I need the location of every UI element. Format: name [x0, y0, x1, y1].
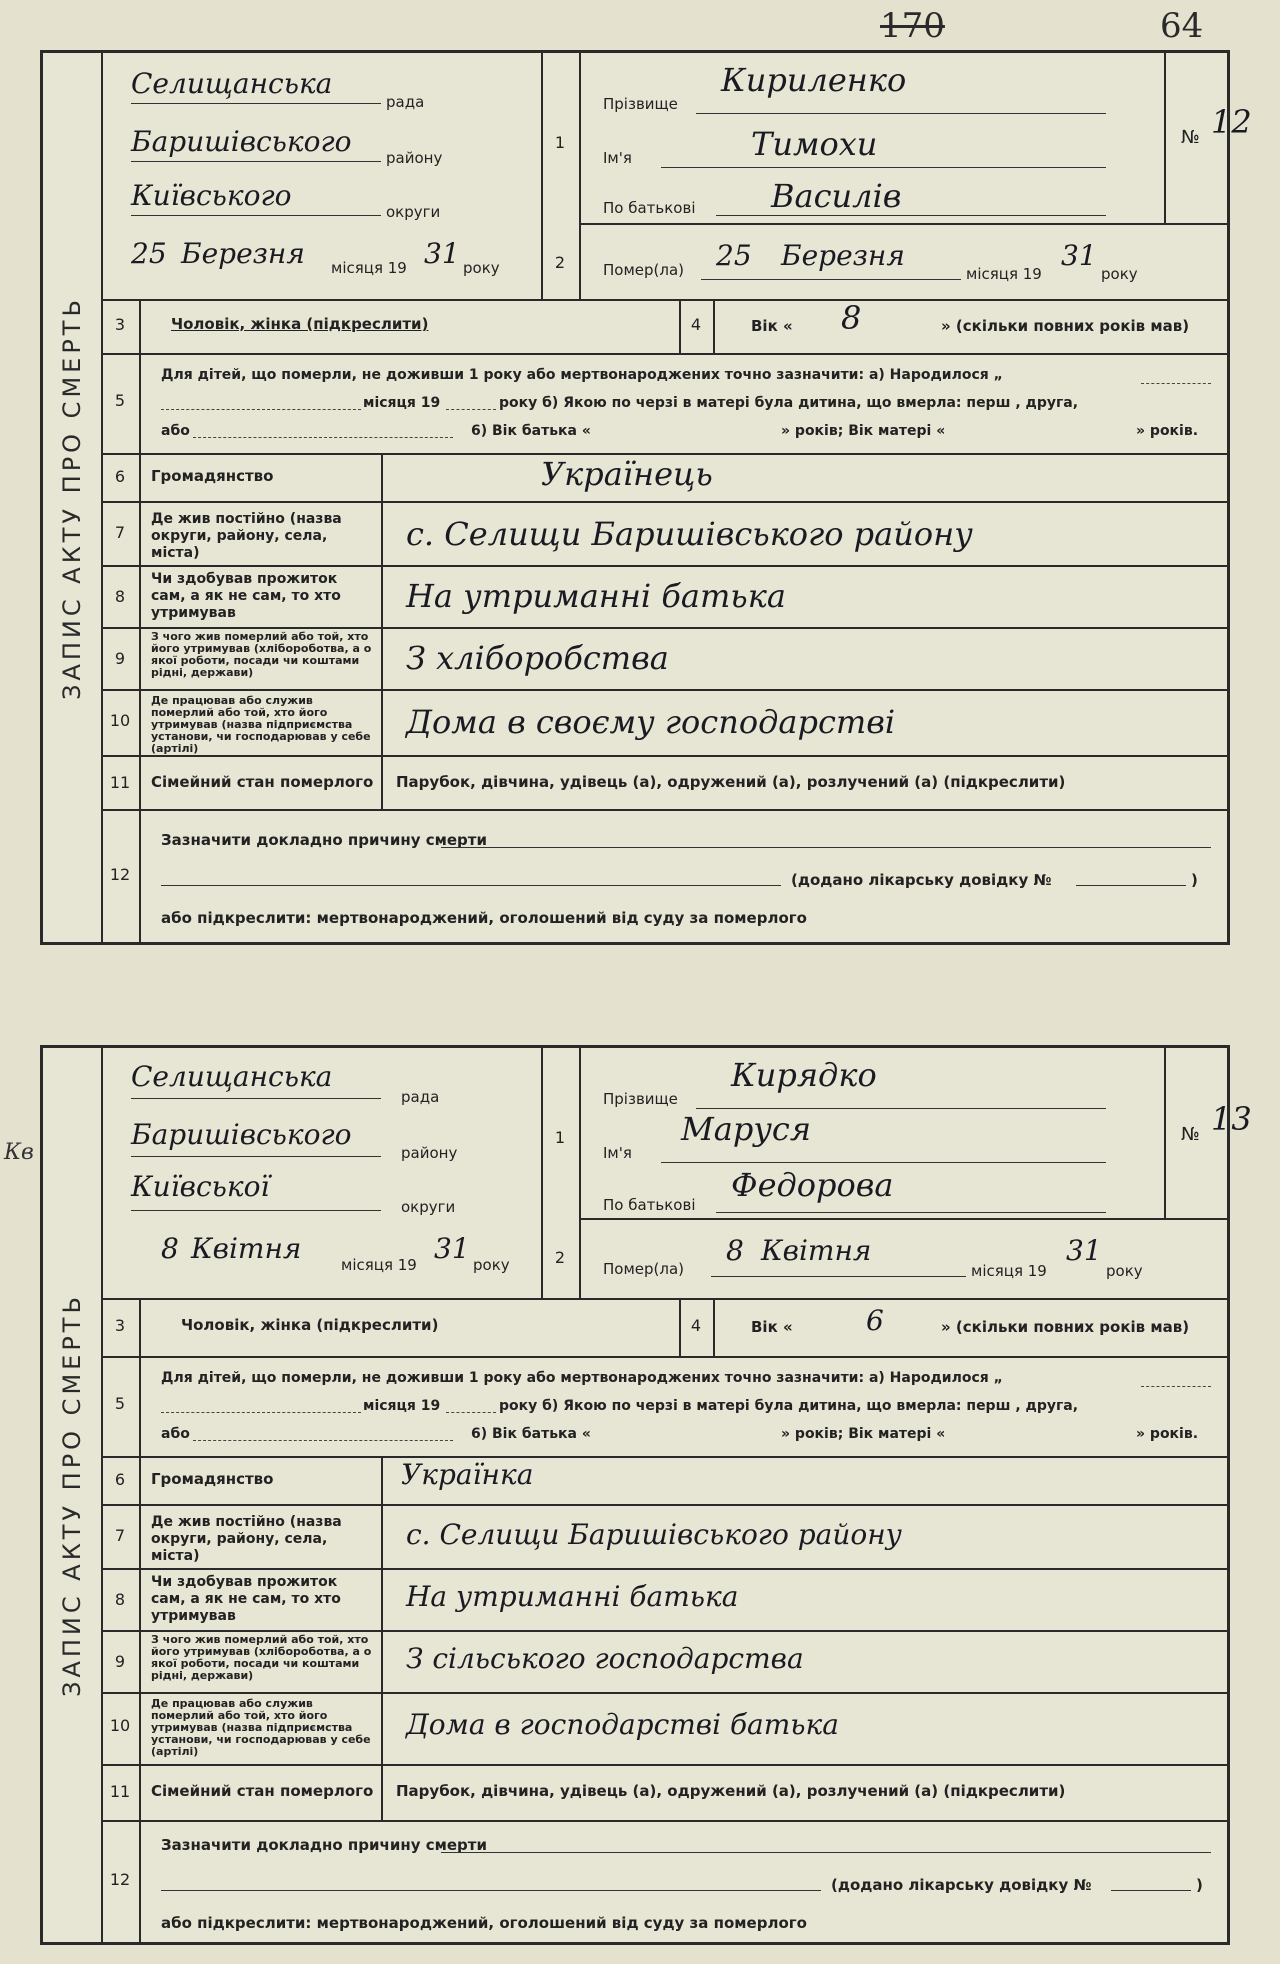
- row-num-1: 1: [554, 1128, 566, 1147]
- livelihood-value: На утриманні батька: [406, 577, 786, 615]
- workplace-label: Де працював або служив померлий або той, хто його утримував (назва підприємства установи, чи господарював у себе (артілі): [151, 694, 371, 755]
- row-num-2: 2: [554, 1248, 566, 1267]
- age-label: Вік «: [751, 1318, 793, 1336]
- marital-options: Парубок, дівчина, удівець (а), одружений (а), розлучений (а) (підкреслити): [396, 773, 1066, 791]
- died-label: Помер(ла): [603, 261, 685, 279]
- name-label: Ім'я: [603, 149, 632, 167]
- row-num-3: 3: [114, 315, 126, 334]
- record-body: [101, 1048, 1252, 1942]
- workplace-value: Дома в господарстві батька: [406, 1708, 839, 1741]
- council-label: рада: [401, 1088, 440, 1106]
- council-value: Селищанська: [131, 67, 333, 100]
- residence-value: с. Селищи Баришівського району: [406, 515, 973, 553]
- age-note: » (скільки повних років мав): [941, 1318, 1190, 1336]
- patronymic-label: По батькові: [603, 199, 696, 217]
- marital-row: [101, 755, 1227, 811]
- citizenship-value: Українець: [541, 455, 713, 493]
- children-line-3a: або: [161, 423, 190, 439]
- reg-year: 31: [434, 1232, 470, 1265]
- sex-label: Чоловік, жінка (підкреслити): [171, 315, 429, 333]
- residence-row: [101, 501, 1227, 567]
- name-label: Ім'я: [603, 1144, 632, 1162]
- children-line-3d: » років.: [1136, 423, 1199, 439]
- reg-day: 25: [131, 237, 167, 270]
- header-block: [101, 1048, 1252, 1300]
- cause-alt: або підкреслити: мертвонароджений, оголошений від суду за померлого: [161, 1914, 807, 1932]
- okrug-label: округи: [386, 203, 441, 221]
- workplace-label: Де працював або служив померлий або той, хто його утримував (назва підприємства установи, чи господарював у себе (артілі): [151, 1697, 371, 1758]
- record-number: 13: [1211, 1100, 1252, 1138]
- marital-label: Сімейний стан померлого: [151, 773, 374, 791]
- citizenship-row: [101, 1456, 1227, 1506]
- record-body: [101, 53, 1252, 942]
- sex-label: Чоловік, жінка (підкреслити): [181, 1316, 439, 1334]
- row-num-2: 2: [554, 253, 566, 272]
- reg-year: 31: [424, 237, 460, 270]
- row-num-9: 9: [114, 1652, 126, 1671]
- livelihood-value: На утриманні батька: [406, 1580, 739, 1613]
- surname-value: Кириленко: [721, 61, 907, 99]
- residence-label: Де жив постійно (назва округи, району, села, міста): [151, 1514, 342, 1564]
- reg-month: Березня: [181, 237, 305, 270]
- children-line-1: Для дітей, що померли, не доживши 1 року або мертвонароджених точно зазначити: а) Народилося „: [161, 367, 1003, 383]
- livelihood-label: Чи здобував прожиток сам, а як не сам, то хто утримував: [151, 1574, 341, 1624]
- workplace-value: Дома в своєму господарстві: [406, 703, 896, 741]
- children-row: [101, 353, 1227, 455]
- children-line-3c: » років; Вік матері «: [781, 423, 946, 439]
- margin-note: Кв: [4, 1140, 34, 1165]
- source-value: З хліборобства: [406, 639, 669, 677]
- death-month: Березня: [781, 239, 905, 272]
- workplace-row: [101, 689, 1227, 757]
- death-month: Квітня: [761, 1234, 872, 1267]
- death-month-label: місяця 19: [971, 1262, 1047, 1280]
- children-line-2: місяця 19: [363, 1398, 441, 1414]
- row-num-11: 11: [109, 1782, 131, 1801]
- crossed-page-number: 170: [880, 6, 945, 46]
- row-num-12: 12: [109, 1870, 131, 1889]
- row-num-7: 7: [114, 1526, 126, 1545]
- page-number: 64: [1160, 6, 1204, 46]
- registry-place: [101, 53, 541, 299]
- death-record-2: [40, 1045, 1252, 1945]
- citizenship-label: Громадянство: [151, 1470, 274, 1488]
- patronymic-value: Василів: [771, 177, 902, 215]
- age-note: » (скільки повних років мав): [941, 317, 1190, 335]
- row-num-8: 8: [114, 1590, 126, 1609]
- row-num-5: 5: [114, 1394, 126, 1413]
- row-num-7: 7: [114, 523, 126, 542]
- surname-label: Прізвище: [603, 1090, 678, 1108]
- source-row: [101, 1630, 1227, 1694]
- cause-close: ): [1191, 871, 1198, 889]
- source-value: З сільського господарства: [406, 1642, 804, 1675]
- record-side-title: ЗАПИС АКТУ ПРО СМЕРТЬ: [43, 53, 103, 942]
- children-line-3b: 6) Вік батька «: [471, 1426, 591, 1442]
- marital-options: Парубок, дівчина, удівець (а), одружений (а), розлучений (а) (підкреслити): [396, 1782, 1066, 1800]
- row-num-6: 6: [114, 1470, 126, 1489]
- row-num-9: 9: [114, 649, 126, 668]
- row-num-8: 8: [114, 587, 126, 606]
- number-label: №: [1181, 1124, 1200, 1145]
- number-label: №: [1181, 127, 1200, 148]
- sex-age-row: [101, 1298, 1227, 1358]
- surname-label: Прізвище: [603, 95, 678, 113]
- children-line-3c: » років; Вік матері «: [781, 1426, 946, 1442]
- children-line-3b: 6) Вік батька «: [471, 423, 591, 439]
- children-line-2b: року б) Якою по черзі в матері була дитина, що вмерла: перш , друга,: [499, 1398, 1079, 1414]
- death-day: 8: [726, 1234, 744, 1267]
- death-year: 31: [1066, 1234, 1102, 1267]
- livelihood-row: [101, 565, 1227, 629]
- row-num-3: 3: [114, 1316, 126, 1335]
- source-row: [101, 627, 1227, 691]
- record-number: 12: [1211, 103, 1252, 141]
- death-day: 25: [716, 239, 752, 272]
- row-num-1: 1: [554, 133, 566, 152]
- children-line-3a: або: [161, 1426, 190, 1442]
- cause-note: (додано лікарську довідку №: [831, 1876, 1092, 1894]
- council-label: рада: [386, 93, 425, 111]
- district-label: району: [401, 1144, 458, 1162]
- okrug-label: округи: [401, 1198, 456, 1216]
- cause-close: ): [1196, 1876, 1203, 1894]
- row-num-4: 4: [690, 1316, 702, 1335]
- residence-value: с. Селищи Баришівського району: [406, 1518, 902, 1551]
- age-label: Вік «: [751, 317, 793, 335]
- death-record-1: [40, 50, 1252, 945]
- citizenship-row: [101, 453, 1227, 503]
- reg-year-label: року: [473, 1256, 510, 1274]
- children-line-1: Для дітей, що померли, не доживши 1 року або мертвонароджених точно зазначити: а) Народилося „: [161, 1370, 1003, 1386]
- name-value: Маруся: [681, 1110, 811, 1148]
- surname-value: Кирядко: [731, 1056, 877, 1094]
- reg-month: Квітня: [191, 1232, 302, 1265]
- reg-year-label: року: [463, 259, 500, 277]
- row-num-12: 12: [109, 865, 131, 884]
- children-line-3d: » років.: [1136, 1426, 1199, 1442]
- death-month-label: місяця 19: [966, 265, 1042, 283]
- death-year-label: року: [1106, 1262, 1143, 1280]
- council-value: Селищанська: [131, 1060, 333, 1093]
- residence-row: [101, 1504, 1227, 1570]
- district-value: Баришівського: [131, 125, 352, 158]
- died-label: Помер(ла): [603, 1260, 685, 1278]
- citizenship-label: Громадянство: [151, 467, 274, 485]
- death-year-label: року: [1101, 265, 1138, 283]
- row-num-5: 5: [114, 391, 126, 410]
- cause-alt: або підкреслити: мертвонароджений, оголошений від суду за померлого: [161, 909, 807, 927]
- reg-month-label: місяця 19: [341, 1256, 417, 1274]
- row-num-6: 6: [114, 467, 126, 486]
- cause-row: [101, 1820, 1227, 1942]
- marital-label: Сімейний стан померлого: [151, 1782, 374, 1800]
- okrug-value: Київської: [131, 1170, 270, 1203]
- cause-label: Зазначити докладно причину смерти: [161, 1836, 487, 1854]
- district-label: району: [386, 149, 443, 167]
- patronymic-value: Федорова: [731, 1166, 894, 1204]
- reg-month-label: місяця 19: [331, 259, 407, 277]
- row-num-10: 10: [109, 1716, 131, 1735]
- sex-age-row: [101, 299, 1227, 355]
- livelihood-label: Чи здобував прожиток сам, а як не сам, то хто утримував: [151, 571, 341, 621]
- residence-label: Де жив постійно (назва округи, району, села, міста): [151, 511, 342, 561]
- source-label: З чого жив померлий або той, хто його утримував (хлібороботва, а о якої роботи, посади чи коштами рідні, держави): [151, 630, 372, 679]
- patronymic-label: По батькові: [603, 1196, 696, 1214]
- source-label: З чого жив померлий або той, хто його утримував (хлібороботва, а о якої роботи, посади чи коштами рідні, держави): [151, 1633, 372, 1682]
- age-value: 6: [866, 1304, 884, 1337]
- record-side-title: ЗАПИС АКТУ ПРО СМЕРТЬ: [43, 1048, 103, 1942]
- name-value: Тимохи: [751, 125, 878, 163]
- age-value: 8: [841, 299, 862, 337]
- district-value: Баришівського: [131, 1118, 352, 1151]
- children-line-2b: року б) Якою по черзі в матері була дитина, що вмерла: перш , друга,: [499, 395, 1079, 411]
- citizenship-value: Українка: [401, 1458, 534, 1491]
- okrug-value: Київського: [131, 179, 292, 212]
- death-year: 31: [1061, 239, 1097, 272]
- children-row: [101, 1356, 1227, 1458]
- marital-row: [101, 1764, 1227, 1822]
- cause-note: (додано лікарську довідку №: [791, 871, 1052, 889]
- children-line-2: місяця 19: [363, 395, 441, 411]
- reg-day: 8: [161, 1232, 179, 1265]
- row-num-4: 4: [690, 315, 702, 334]
- row-num-10: 10: [109, 711, 131, 730]
- cause-label: Зазначити докладно причину смерти: [161, 831, 487, 849]
- livelihood-row: [101, 1568, 1227, 1632]
- workplace-row: [101, 1692, 1227, 1766]
- cause-row: [101, 809, 1227, 942]
- row-num-11: 11: [109, 773, 131, 792]
- header-block: [101, 53, 1252, 301]
